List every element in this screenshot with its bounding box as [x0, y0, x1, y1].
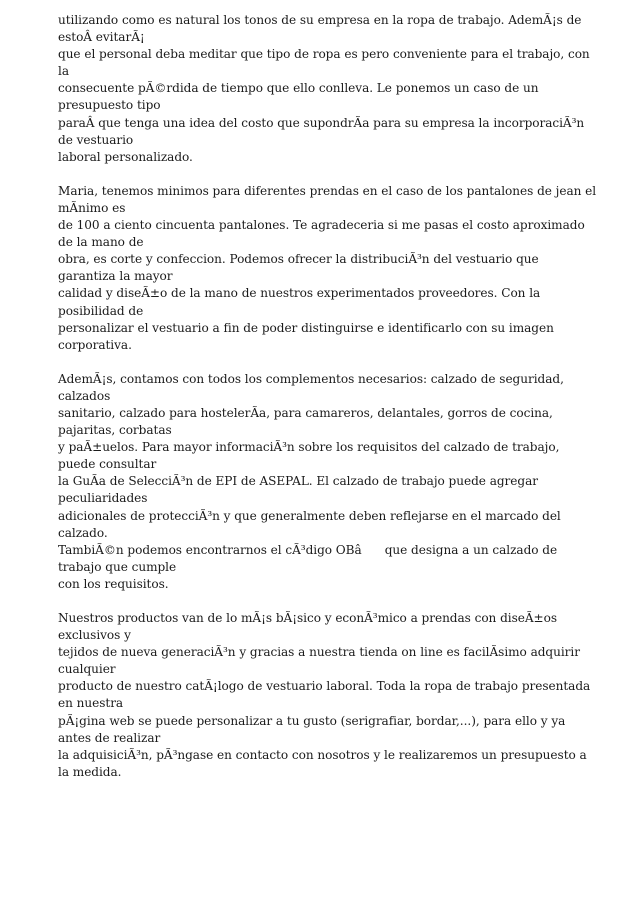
paragraph-3: AdemÃ¡s, contamos con todos los complementos necesarios: calzado de seguridad, calzados sanitario, calzado para hostelerÃa, para camareros, delantales, gorros de cocina, pajaritas, corbatas y paÃ±uelos. Para mayor informaciÃ³n sobre los requisitos del calzado de trabajo, puede consultar la GuÃa de SelecciÃ³n de EPI de ASEPAL. El calzado de trabajo puede agregar peculiaridades adicionales de protecciÃ³n y que generalmente deben reflejarse en el marcado del calzado. TambiÃ©n podemos encontrarnos el cÃ³digo OBâ que designa a un calzado de trabajo que cumple con los requisitos.: [58, 371, 564, 591]
paragraph-1: utilizando como es natural los tonos de su empresa en la ropa de trabajo. AdemÃ¡s de estoÂ evitarÃ¡ que el personal deba meditar que tipo de ropa es pero conveniente para el trabajo, con la consecuente pÃ©rdida de tiempo que ello conlleva. Le ponemos un caso de un presupuesto tipo paraÂ que tenga una idea del costo que supondrÃa para su empresa la incorporaciÃ³n de vestuario laboral personalizado.: [58, 13, 590, 164]
paragraph-4: Nuestros productos van de lo mÃ¡s bÃ¡sico y econÃ³mico a prendas con diseÃ±os exclusivos y tejidos de nueva generaciÃ³n y gracias a nuestra tienda on line es facilÃsimo adquirir cualquier producto de nuestro catÃ¡logo de vestuario laboral. Toda la ropa de trabajo presentada en nuestra pÃ¡gina web se puede personalizar a tu gusto (serigrafiar, bordar,...), para ello y ya antes de realizar la adquisiciÃ³n, pÃ³ngase en contacto con nosotros y le realizaremos un presupuesto a la medida.: [58, 611, 591, 779]
paragraph-2: Maria, tenemos minimos para diferentes prendas en el caso de los pantalones de jean el mÃnimo es de 100 a ciento cincuenta pantalones. Te agradeceria si me pasas el costo aproximado de la mano de obra, es corte y confeccion. Podemos ofrecer la distribuciÃ³n del vestuario que garantiza la mayor calidad y diseÃ±o de la mano de nuestros experimentados proveedores. Con la posibilidad de personalizar el vestuario a fin de poder distinguirse e identificarlo con su imagen corporativa.: [58, 183, 597, 352]
document-page: [58, 12, 598, 798]
